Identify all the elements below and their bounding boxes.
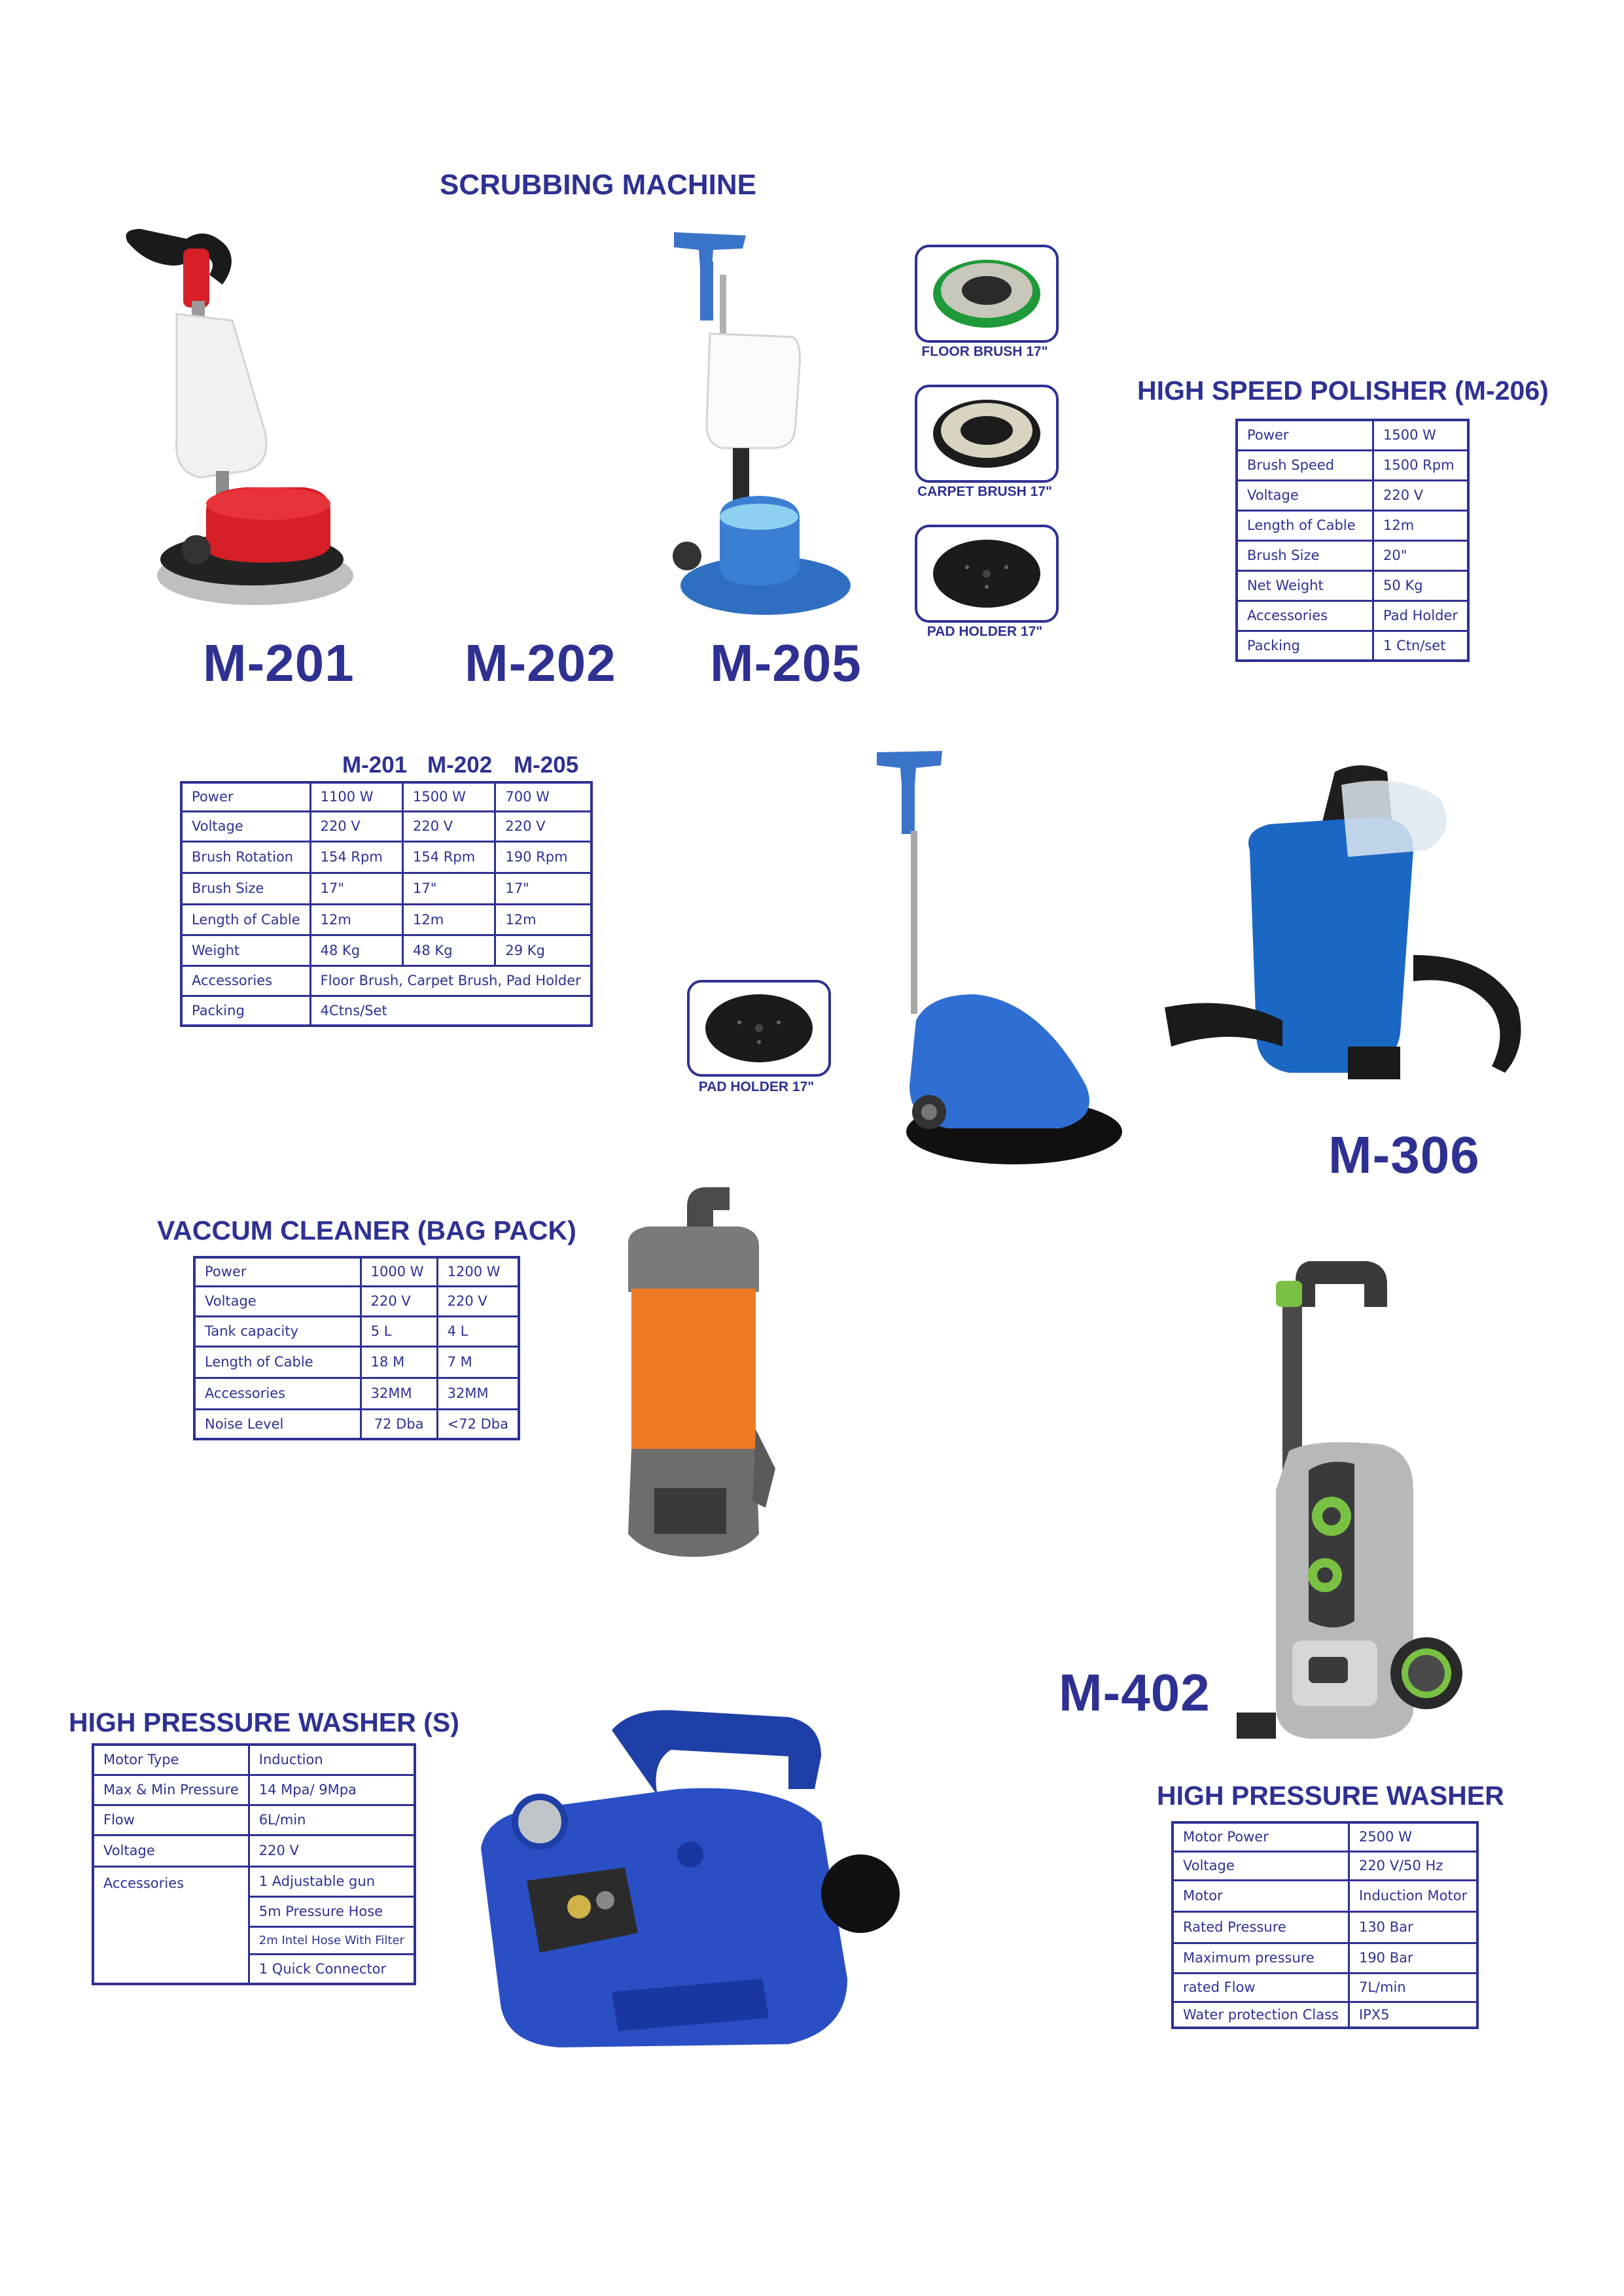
spec-value: 48 Kg	[403, 935, 495, 965]
spec-label: Maximum pressure	[1173, 1943, 1349, 1973]
spec-value: IPX5	[1349, 2002, 1477, 2028]
washer-title: HIGH PRESSURE WASHER	[1157, 1781, 1504, 1811]
spec-label: Accessories	[93, 1866, 249, 1984]
scrubbing-spec-table	[180, 781, 593, 1027]
spec-value: 7L/min	[1349, 1973, 1477, 2002]
spec-value: 4Ctns/Set	[310, 996, 591, 1026]
model-m205: M-205	[710, 634, 862, 692]
spec-value: 50 Kg	[1373, 570, 1468, 600]
spec-value: 17"	[495, 873, 591, 904]
spec-value: 18 M	[361, 1346, 437, 1378]
spec-value: 220 V	[403, 811, 495, 841]
table-row	[1237, 480, 1468, 510]
model-m306: M-306	[1328, 1126, 1480, 1184]
table-row	[1173, 1911, 1477, 1943]
spec-value: 220 V	[249, 1835, 415, 1866]
spec-value: 6L/min	[249, 1805, 415, 1835]
washer-s-spec-table	[92, 1743, 416, 1985]
vacuum-spec-table	[193, 1256, 520, 1440]
spec-value: 32MM	[437, 1378, 519, 1409]
spec-label: Net Weight	[1237, 570, 1373, 600]
polisher-product-image	[851, 746, 1125, 1177]
spec-value: 14 Mpa/ 9Mpa	[249, 1775, 415, 1805]
table-row	[194, 1346, 519, 1378]
table-row	[181, 782, 591, 811]
spec-label: Length of Cable	[1237, 510, 1373, 540]
spec-value: 12m	[495, 904, 591, 935]
table-row	[1237, 631, 1468, 661]
washer-s-title: HIGH PRESSURE WASHER (S)	[69, 1707, 459, 1737]
m402-product-image	[1237, 1255, 1485, 1752]
floor-brush-caption: FLOOR BRUSH 17"	[921, 344, 1048, 359]
table-row	[1173, 1973, 1477, 2002]
spec-label: Voltage	[181, 811, 310, 841]
carpet-brush-caption: CARPET BRUSH 17"	[917, 484, 1052, 499]
spec-value: 220 V	[310, 811, 402, 841]
spec-value: 72 Dba	[361, 1409, 437, 1439]
spec-value: 700 W	[495, 782, 591, 811]
spec-value: 5 L	[361, 1316, 437, 1346]
spec-value: <72 Dba	[437, 1409, 519, 1439]
spec-label: Voltage	[1237, 480, 1373, 510]
spec-label: Motor Type	[93, 1745, 249, 1775]
floor-brush-image	[915, 245, 1059, 343]
spec-label: Max & Min Pressure	[93, 1775, 249, 1805]
polisher-title: HIGH SPEED POLISHER (M-206)	[1137, 375, 1549, 406]
spec-label: Packing	[1237, 631, 1373, 661]
spec-label: Water protection Class	[1173, 2002, 1349, 2028]
table-row	[1173, 1943, 1477, 1973]
spec-label: Brush Speed	[1237, 450, 1373, 480]
model-m201: M-201	[203, 634, 355, 692]
spec-value: 17"	[310, 873, 402, 904]
spec-value: 1200 W	[437, 1257, 519, 1286]
table-row	[194, 1257, 519, 1286]
spec-label: Accessories	[1237, 600, 1373, 631]
scrubbing-table-header	[342, 752, 592, 778]
table-row	[1237, 420, 1468, 450]
table-row	[1173, 1822, 1477, 1851]
table-row	[93, 1775, 415, 1805]
spec-label: Brush Size	[1237, 540, 1373, 570]
spec-value: 1500 W	[1373, 420, 1468, 450]
spec-value: 2m Intel Hose With Filter	[249, 1926, 415, 1954]
spec-value: 12m	[310, 904, 402, 935]
spec-value: 17"	[403, 873, 495, 904]
table-row	[93, 1866, 415, 1896]
header-m205: M-205	[514, 752, 579, 778]
table-row	[181, 873, 591, 904]
spec-label: Power	[194, 1257, 361, 1286]
spec-value: 2500 W	[1349, 1822, 1477, 1851]
table-row	[1237, 540, 1468, 570]
m306-product-image	[1152, 759, 1544, 1112]
spec-value: 220 V	[361, 1286, 437, 1316]
spec-label: Noise Level	[194, 1409, 361, 1439]
m201-product-image	[115, 222, 363, 628]
spec-value: 130 Bar	[1349, 1911, 1477, 1943]
table-row	[1173, 1851, 1477, 1880]
spec-label: Voltage	[194, 1286, 361, 1316]
table-row	[1173, 1880, 1477, 1911]
spec-label: Accessories	[194, 1378, 361, 1409]
table-row	[181, 935, 591, 965]
spec-value: 1000 W	[361, 1257, 437, 1286]
spec-value: 1100 W	[310, 782, 402, 811]
spec-value: 5m Pressure Hose	[249, 1896, 415, 1926]
spec-value: 48 Kg	[310, 935, 402, 965]
vacuum-title: VACCUM CLEANER (BAG PACK)	[157, 1215, 576, 1245]
table-row	[181, 965, 591, 996]
model-m202: M-202	[465, 634, 616, 692]
spec-label: Rated Pressure	[1173, 1911, 1349, 1943]
spec-value: Induction	[249, 1745, 415, 1775]
spec-label: Motor	[1173, 1880, 1349, 1911]
spec-label: Voltage	[93, 1835, 249, 1866]
spec-value: 220 V	[437, 1286, 519, 1316]
spec-value: 220 V	[495, 811, 591, 841]
spec-value: 12m	[1373, 510, 1468, 540]
model-m402: M-402	[1059, 1663, 1210, 1722]
pad-holder-caption-2: PAD HOLDER 17"	[698, 1079, 815, 1094]
spec-value: 220 V/50 Hz	[1349, 1851, 1477, 1880]
table-row	[194, 1286, 519, 1316]
spec-value: 1500 W	[403, 782, 495, 811]
table-row	[1237, 600, 1468, 631]
washer-s-product-image	[481, 1704, 900, 2057]
spec-value: 1 Ctn/set	[1373, 631, 1468, 661]
spec-value: 29 Kg	[495, 935, 591, 965]
spec-value: 32MM	[361, 1378, 437, 1409]
table-row	[1173, 2002, 1477, 2028]
spec-label: Brush Size	[181, 873, 310, 904]
spec-label: Motor Power	[1173, 1822, 1349, 1851]
pad-holder-caption: PAD HOLDER 17"	[927, 624, 1043, 639]
spec-value: 7 M	[437, 1346, 519, 1378]
spec-value: 190 Bar	[1349, 1943, 1477, 1973]
spec-label: Brush Rotation	[181, 841, 310, 873]
spec-value: Pad Holder	[1373, 600, 1468, 631]
spec-value: 4 L	[437, 1316, 519, 1346]
spec-label: Length of Cable	[194, 1346, 361, 1378]
spec-value: 1 Adjustable gun	[249, 1866, 415, 1896]
table-row	[181, 904, 591, 935]
spec-value: 190 Rpm	[495, 841, 591, 873]
spec-label: Packing	[181, 996, 310, 1026]
spec-value: 12m	[403, 904, 495, 935]
table-row	[194, 1409, 519, 1439]
table-row	[194, 1316, 519, 1346]
table-row	[93, 1835, 415, 1866]
header-m201: M-201	[342, 752, 408, 778]
table-row	[194, 1378, 519, 1409]
table-row	[93, 1745, 415, 1775]
table-row	[1237, 510, 1468, 540]
pad-holder-image-2	[687, 980, 831, 1077]
spec-label: Length of Cable	[181, 904, 310, 935]
spec-value: 154 Rpm	[310, 841, 402, 873]
spec-label: Voltage	[1173, 1851, 1349, 1880]
spec-label: rated Flow	[1173, 1973, 1349, 2002]
spec-value: 1500 Rpm	[1373, 450, 1468, 480]
table-row	[93, 1805, 415, 1835]
pad-holder-image	[915, 525, 1059, 623]
vacuum-product-image	[609, 1181, 779, 1560]
spec-value: Induction Motor	[1349, 1880, 1477, 1911]
header-m202: M-202	[427, 752, 493, 778]
washer-spec-table	[1171, 1821, 1479, 2029]
carpet-brush-image	[915, 385, 1059, 483]
spec-label: Tank capacity	[194, 1316, 361, 1346]
m205-product-image	[661, 222, 870, 628]
spec-label: Power	[181, 782, 310, 811]
table-row	[181, 841, 591, 873]
polisher-spec-table	[1235, 419, 1470, 662]
spec-label: Weight	[181, 935, 310, 965]
scrubbing-title: SCRUBBING MACHINE	[440, 169, 756, 201]
spec-value: 1 Quick Connector	[249, 1954, 415, 1984]
spec-label: Power	[1237, 420, 1373, 450]
table-row	[181, 811, 591, 841]
spec-value: 20"	[1373, 540, 1468, 570]
spec-label: Flow	[93, 1805, 249, 1835]
spec-value: 154 Rpm	[403, 841, 495, 873]
spec-value: 220 V	[1373, 480, 1468, 510]
table-row	[1237, 570, 1468, 600]
table-row	[1237, 450, 1468, 480]
spec-value: Floor Brush, Carpet Brush, Pad Holder	[310, 965, 591, 996]
spec-label: Accessories	[181, 965, 310, 996]
table-row	[181, 996, 591, 1026]
